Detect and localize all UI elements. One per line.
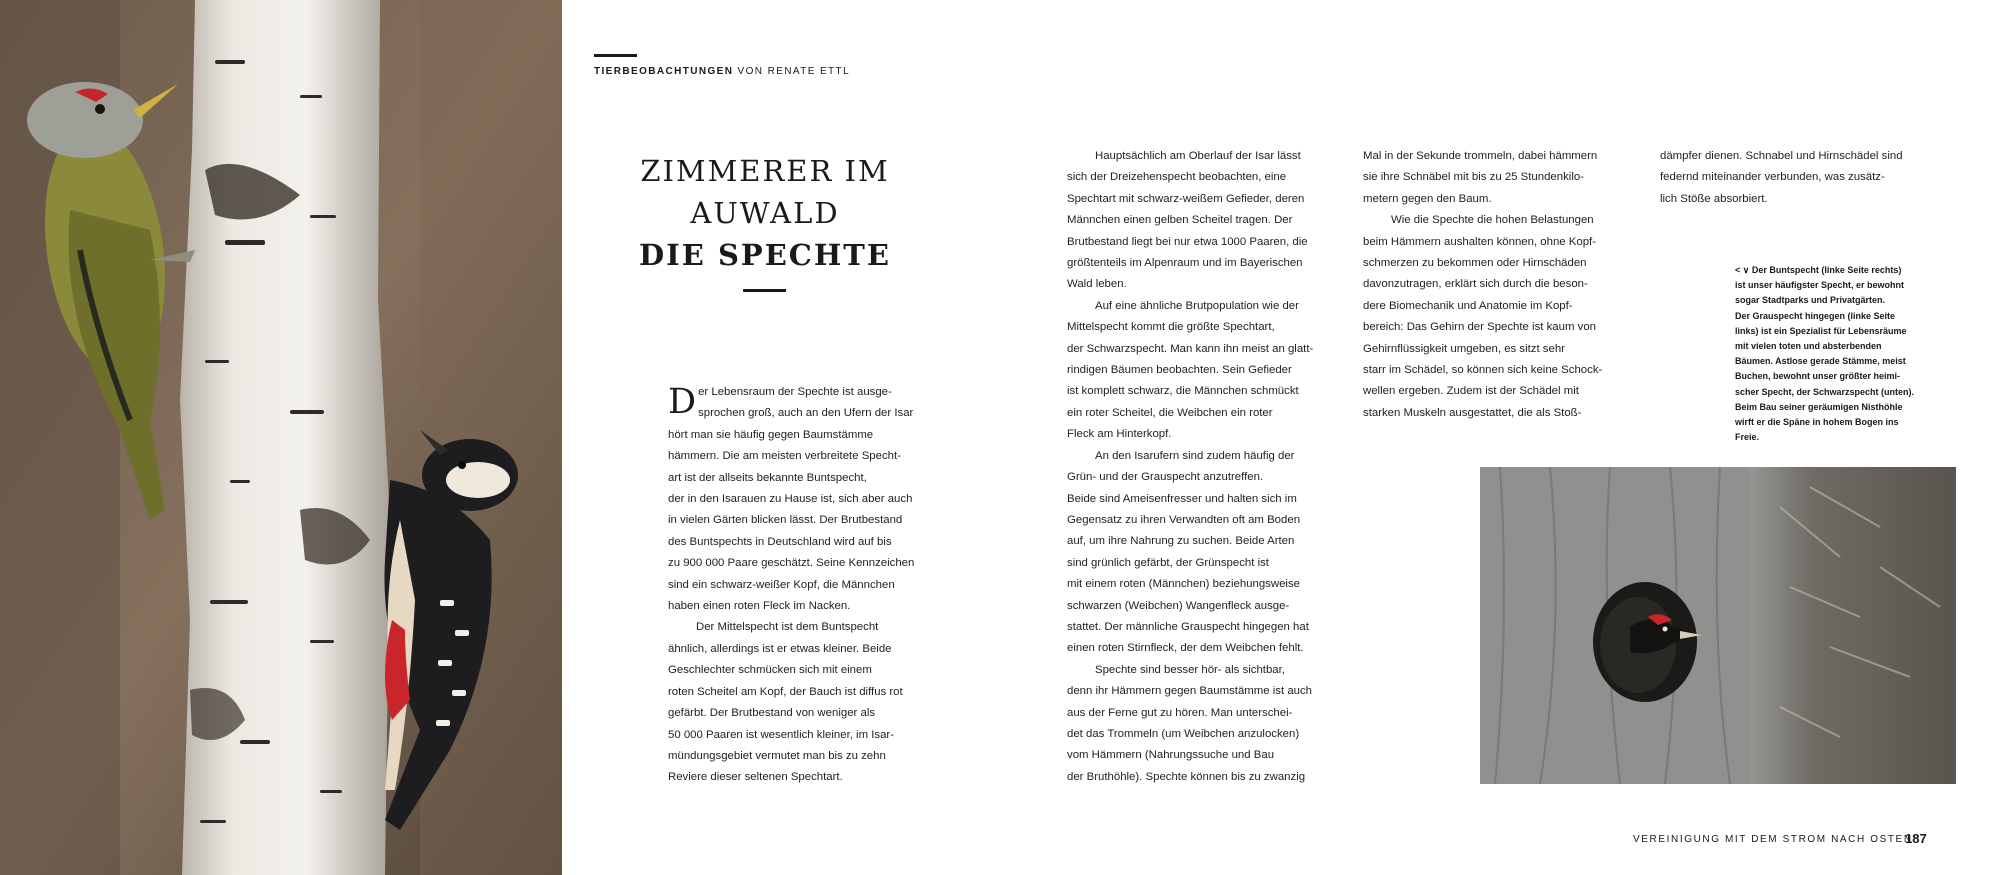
caption-line: wirft er die Späne in hohem Bogen ins: [1735, 417, 1899, 428]
text-line: det das Trommeln (um Weibchen anzulocken): [1067, 727, 1300, 740]
paragraph: [1363, 210, 1633, 424]
text-line: roten Scheitel am Kopf, der Bauch ist diffus rot: [668, 685, 903, 698]
text-line: in vielen Gärten blicken lässt. Der Brutbestand: [668, 514, 903, 527]
text-line: vom Hämmern (Nahrungssuche und Bau: [1067, 749, 1275, 762]
text-line: Männchen einen gelben Scheitel tragen. Der: [1067, 214, 1293, 227]
running-footer: VEREINIGUNG MIT DEM STROM NACH OSTEN: [1633, 834, 1913, 845]
caption-line: ist unser häufigster Specht, er bewohnt: [1735, 280, 1905, 291]
text-line: haben einen roten Fleck im Nacken.: [668, 600, 851, 613]
text-line: ist komplett schwarz, die Männchen schmückt: [1067, 385, 1299, 398]
title-line-3: DIE SPECHTE: [639, 238, 891, 272]
caption-line: Bäumen. Astlose gerade Stämme, meist: [1735, 356, 1906, 367]
text-line: sich der Dreizehenspecht beobachten, eine: [1067, 171, 1287, 184]
photo-caption: [1735, 263, 1925, 445]
caption-line: mit vielen toten und absterbenden: [1735, 341, 1882, 352]
text-line: aus der Ferne gut zu hören. Man unterschei-: [1067, 706, 1293, 719]
text-line: dere Biomechanik und Anatomie im Kopf-: [1363, 299, 1573, 312]
text-line: Geschlechter schmücken sich mit einem: [668, 664, 872, 677]
text-line: metern gegen den Baum.: [1363, 192, 1492, 205]
text-line: Spechtart mit schwarz-weißem Gefieder, deren: [1067, 192, 1305, 205]
text-line: ähnlich, allerdings ist er etwas kleiner. Beide: [668, 642, 892, 655]
text-column-4: [1660, 146, 1930, 210]
title-rule: [743, 289, 786, 292]
text-column-1: [668, 382, 948, 789]
section-kicker: [594, 66, 850, 77]
text-line: schmerzen zu bekommen oder Hirnschäden: [1363, 257, 1587, 270]
kicker-section: TIERBEOBACHTUNGEN: [594, 66, 734, 77]
text-line: beim Hämmern aushalten können, ohne Kopf-: [1363, 235, 1597, 248]
text-line: art ist der allseits bekannte Buntspecht,: [668, 471, 867, 484]
photo-birch-woodpeckers: [0, 0, 562, 875]
text-line: sind ein schwarz-weißer Kopf, die Männchen: [668, 578, 895, 591]
text-line: Grün- und der Grauspecht anzutreffen.: [1067, 471, 1264, 484]
paragraph: [668, 617, 948, 788]
title-line-2: AUWALD: [690, 196, 840, 230]
text-line: der Bruthöhle). Spechte können bis zu zwanzig: [1067, 770, 1306, 783]
text-line: rindigen Bäumen beobachten. Sein Gefieder: [1067, 364, 1292, 377]
text-column-2: [1067, 146, 1337, 788]
text-line: der Schwarzspecht. Man kann ihn meist an glatt-: [1067, 342, 1314, 355]
text-line: starr im Schädel, so können sich keine Schock-: [1363, 364, 1603, 377]
text-line: des Buntspechts in Deutschland wird auf bis: [668, 535, 892, 548]
text-line: Wie die Spechte die hohen Belastungen: [1391, 214, 1594, 227]
text-line: 50 000 Paaren ist wesentlich kleiner, im Isar-: [668, 728, 895, 741]
paragraph: [1067, 446, 1337, 660]
paragraph: [1067, 660, 1337, 788]
text-line: er Lebensraum der Spechte ist ausge-: [698, 386, 892, 398]
text-line: sind grünlich gefärbt, der Grünspecht ist: [1067, 556, 1269, 569]
text-line: bereich: Das Gehirn der Spechte ist kaum von: [1363, 321, 1596, 334]
photo-black-woodpecker-nest: [1480, 467, 1956, 784]
paragraph: [668, 382, 948, 617]
text-line: wellen ergeben. Zudem ist der Schädel mit: [1363, 385, 1579, 398]
caption-line: Freie.: [1735, 432, 1760, 443]
caption-line: scher Specht, der Schwarzspecht (unten).: [1735, 386, 1915, 397]
page-number: 187: [1905, 831, 1927, 846]
text-line: Auf eine ähnliche Brutpopulation wie der: [1095, 299, 1299, 312]
text-line: federnd miteinander verbunden, was zusätz-: [1660, 171, 1885, 184]
text-line: An den Isarufern sind zudem häufig der: [1095, 449, 1295, 462]
text-line: einen roten Stirnfleck, der dem Weibchen fehlt.: [1067, 642, 1304, 655]
text-line: starken Muskeln ausgestattet, die als Stoß-: [1363, 406, 1582, 419]
text-line: Mal in der Sekunde trommeln, dabei hämmern: [1363, 150, 1598, 162]
text-line: dämpfer dienen. Schnabel und Hirnschädel sind: [1660, 150, 1903, 162]
text-line: Hauptsächlich am Oberlauf der Isar lässt: [1095, 150, 1301, 162]
paragraph: [1067, 296, 1337, 446]
text-line: sie ihre Schnäbel mit bis zu 25 Stundenkilo-: [1363, 171, 1584, 184]
text-line: auf, um ihre Nahrung zu suchen. Beide Arten: [1067, 535, 1295, 548]
text-line: ein roter Scheitel, die Weibchen ein roter: [1067, 406, 1273, 419]
text-line: davonzutragen, erklärt sich durch die beson-: [1363, 278, 1588, 291]
caption-line: links) ist ein Spezialist für Lebensräume: [1735, 325, 1907, 336]
text-line: Mittelspecht kommt die größte Spechtart,: [1067, 321, 1275, 334]
text-line: sprochen groß, auch an den Ufern der Isar: [698, 407, 914, 420]
caption-line: sogar Stadtparks und Privatgärten.: [1735, 295, 1886, 306]
header-rule: [594, 54, 637, 57]
text-line: zu 900 000 Paare geschätzt. Seine Kennzeichen: [668, 557, 915, 570]
text-line: Reviere dieser seltenen Spechtart.: [668, 771, 843, 784]
text-line: der in den Isarauen zu Hause ist, sich aber auch: [668, 493, 913, 506]
text-column-3: [1363, 146, 1633, 424]
paragraph: [1660, 146, 1930, 210]
text-line: hört man sie häufig gegen Baumstämme: [668, 428, 874, 441]
text-line: denn ihr Hämmern gegen Baumstämme ist auch: [1067, 685, 1313, 698]
kicker-author: VON RENATE ETTL: [733, 66, 851, 77]
caption-line: Buchen, bewohnt unser größter heimi-: [1735, 371, 1901, 382]
text-line: gefärbt. Der Brutbestand von weniger als: [668, 707, 876, 720]
text-line: Fleck am Hinterkopf.: [1067, 428, 1172, 441]
text-line: mündungsgebiet vermutet man bis zu zehn: [668, 749, 886, 762]
caption-line: < ∨ Der Buntspecht (linke Seite rechts): [1735, 265, 1902, 275]
text-line: Gehirnflüssigkeit umgeben, es sitzt sehr: [1363, 342, 1565, 355]
text-line: stattet. Der männliche Grauspecht hingegen hat: [1067, 620, 1309, 633]
paragraph: [1363, 146, 1633, 210]
text-line: Gegensatz zu ihren Verwandten oft am Boden: [1067, 513, 1301, 526]
text-line: größtenteils im Alpenraum und im Bayerischen: [1067, 257, 1303, 270]
text-line: mit einem roten (Männchen) beziehungsweise: [1067, 578, 1300, 591]
text-line: Wald leben.: [1067, 278, 1127, 291]
text-line: lich Stöße absorbiert.: [1660, 192, 1768, 205]
paragraph: [1067, 146, 1337, 296]
text-line: schwarzen (Weibchen) Wangenfleck ausge-: [1067, 599, 1290, 612]
text-line: hämmern. Die am meisten verbreitete Specht-: [668, 450, 901, 463]
text-line: Beide sind Ameisenfresser und halten sich im: [1067, 492, 1297, 505]
text-line: Spechte sind besser hör- als sichtbar,: [1095, 663, 1285, 676]
caption-line: Beim Bau seiner geräumigen Nisthöhle: [1735, 401, 1903, 412]
caption-line: Der Grauspecht hingegen (linke Seite: [1735, 310, 1896, 321]
title-line-1: ZIMMERER IM: [640, 154, 890, 188]
article-title: [600, 150, 930, 276]
text-line: Brutbestand liegt bei nur etwa 1000 Paaren, die: [1067, 235, 1308, 248]
text-line: Der Mittelspecht ist dem Buntspecht: [696, 621, 879, 634]
drop-cap: D: [668, 382, 697, 422]
